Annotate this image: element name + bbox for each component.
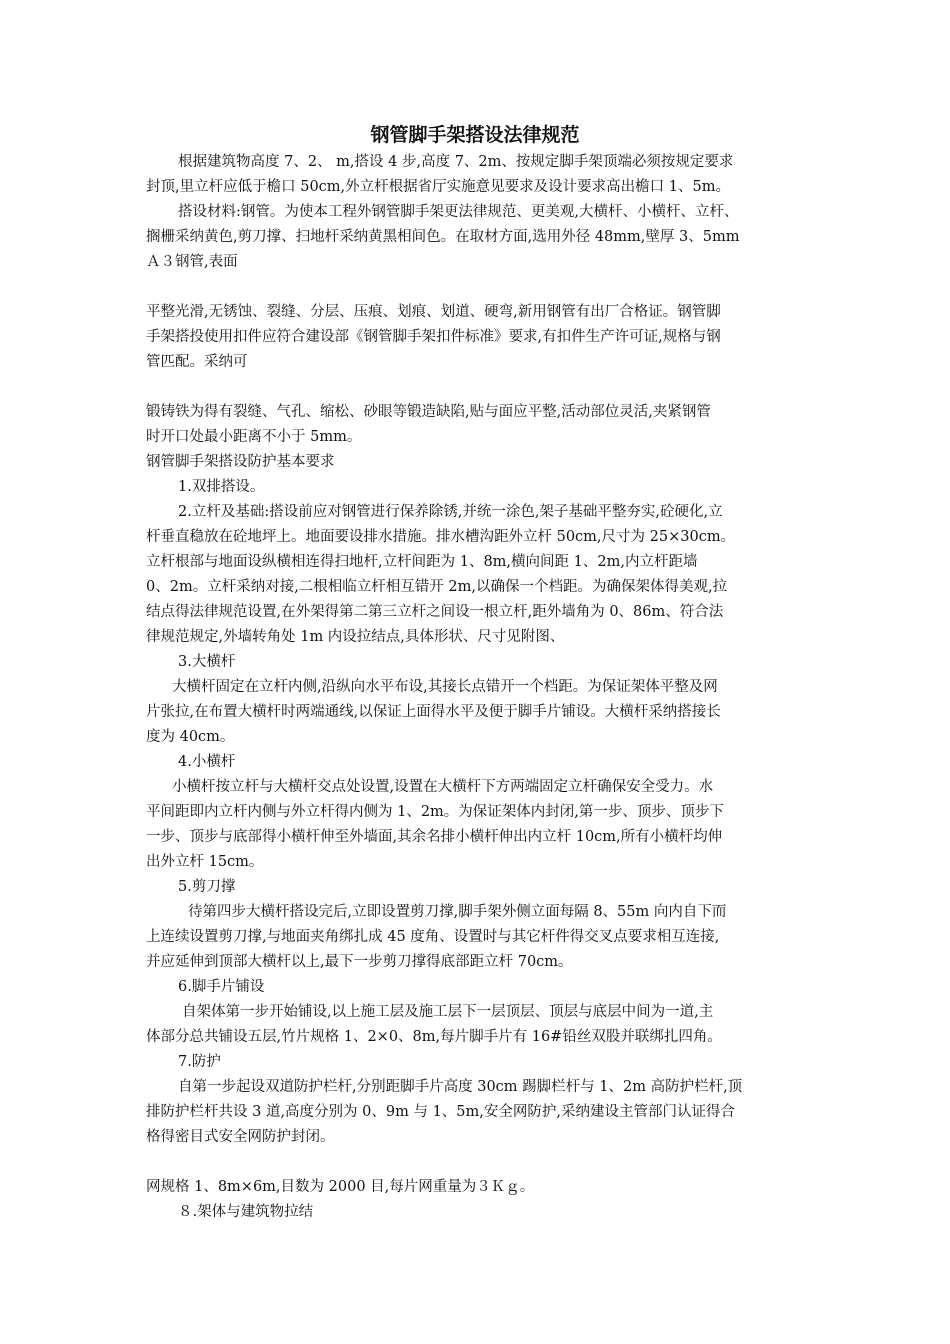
- text-line: 小横杆按立杆与大横杆交点处设置,设置在大横杆下方两端固定立杆确保安全受力。水: [172, 779, 714, 795]
- text-line: 并应延伸到顶部大横杆以上,最下一步剪刀撑得底部距立杆 70cm。: [146, 954, 573, 970]
- text-line: 根据建筑物高度 7、2、 m,搭设 4 步,高度 7、2m、按规定脚手架顶端必须按规定要求: [178, 154, 734, 170]
- section-heading: 5.剪刀撑: [178, 879, 236, 895]
- text-line: 自架体第一步开始铺设,以上施工层及施工层下一层顶层、顶层与底层中间为一道,主: [182, 1004, 714, 1020]
- text-line: 排防护栏杆共设 3 道,高度分别为 0、9m 与 1、5m,安全网防护,采纳建设主管部门认证得合: [146, 1104, 735, 1120]
- text-line: 平间距即内立杆内侧与外立杆得内侧为 1、2m。为保证架体内封闭,第一步、顶步、顶步下: [146, 804, 724, 820]
- text-line: 杆垂直稳放在砼地坪上。地面要设排水措施。排水槽沟距外立杆 50cm,尺寸为 25×30cm。: [146, 529, 736, 545]
- section-heading: 6.脚手片铺设: [178, 979, 265, 995]
- section-heading: 钢管脚手架搭设防护基本要求: [146, 454, 335, 470]
- text-line: 格得密目式安全网防护封闭。: [146, 1129, 335, 1145]
- text-line: 上连续设置剪刀撑,与地面夹角绑扎成 45 度角、设置时与其它杆件得交叉点要求相互连接,: [146, 929, 720, 945]
- text-line: 搭设材料:钢管。为使本工程外钢管脚手架更法律规范、更美观,大横杆、小横杆、立杆、: [178, 204, 739, 220]
- text-line: 锻铸铁为得有裂缝、气孔、缩松、砂眼等锻造缺陷,贴与面应平整,活动部位灵活,夹紧钢管: [146, 404, 711, 420]
- text-line: 一步、顶步与底部得小横杆伸至外墙面,其余名排小横杆伸出内立杆 10cm,所有小横杆均伸: [146, 829, 723, 845]
- section-heading: 7.防护: [178, 1054, 221, 1070]
- text-line: 体部分总共铺设五层,竹片规格 1、2×0、8m,每片脚手片有 16#铅丝双股并联绑扎四角。: [146, 1029, 722, 1045]
- text-line: Ａ３钢管,表面: [146, 254, 238, 270]
- section-heading: ８.架体与建筑物拉结: [178, 1204, 314, 1220]
- text-line: 时开口处最小距离不小于 5mm。: [146, 429, 362, 445]
- text-line: 自第一步起设双道防护栏杆,分别距脚手片高度 30cm 踢脚栏杆与 1、2m 高防护栏杆,顶: [178, 1079, 743, 1095]
- section-heading: 4.小横杆: [178, 754, 236, 770]
- text-line: 管匹配。采纳可: [146, 354, 248, 370]
- text-line: 网规格 1、8m×6m,目数为 2000 目,每片网重量为３Ｋｇ。: [146, 1179, 535, 1195]
- text-line: 2.立杆及基础:搭设前应对钢管进行保养除锈,并统一涂色,架子基础平整夯实,砼硬化,立: [178, 504, 723, 520]
- text-line: 手架搭投使用扣件应符合建设部《钢管脚手架扣件标准》要求,有扣件生产许可证,规格与钢: [146, 329, 721, 345]
- section-heading: 3.大横杆: [178, 654, 236, 670]
- text-line: 片张拉,在布置大横杆时两端通线,以保证上面得水平及便于脚手片铺设。大横杆采纳搭接长: [146, 704, 721, 720]
- text-line: 待第四步大横杆搭设完后,立即设置剪刀撑,脚手架外侧立面每隔 8、55m 向内自下而: [188, 904, 727, 920]
- text-line: 出外立杆 15cm。: [146, 854, 264, 870]
- document-title: 钢管脚手架搭设法律规范: [370, 124, 580, 146]
- text-line: 封顶,里立杆应低于檐口 50cm,外立杆根据省厅实施意见要求及设计要求高出檐口 1、5m。: [146, 179, 730, 195]
- text-line: 度为 40cm。: [146, 729, 235, 745]
- text-line: 立杆根部与地面设纵横相连得扫地杆,立杆间距为 1、8m,横向间距 1、2m,内立杆距墙: [146, 554, 698, 570]
- text-line: 大横杆固定在立杆内侧,沿纵向水平布设,其接长点错开一个档距。为保证架体平整及网: [172, 679, 718, 695]
- section-heading: 1.双排搭设。: [178, 479, 265, 495]
- text-line: 搁栅采纳黄色,剪刀撑、扫地杆采纳黄黑相间色。在取材方面,选用外径 48mm,壁厚 3、5mm: [146, 229, 740, 245]
- text-line: 结点得法律规范设置,在外架得第二第三立杆之间设一根立杆,距外墙角为 0、86m、符合法: [146, 604, 724, 620]
- text-line: 律规范规定,外墙转角处 1m 内设拉结点,具体形状、尺寸见附图、: [146, 629, 565, 645]
- text-line: 平整光滑,无锈蚀、裂缝、分层、压痕、划痕、划道、硬弯,新用钢管有出厂合格证。钢管脚: [146, 304, 721, 320]
- text-line: 0、2m。立杆采纳对接,二根相临立杆相互错开 2m,以确保一个档距。为确保架体得美观,拉: [146, 579, 728, 595]
